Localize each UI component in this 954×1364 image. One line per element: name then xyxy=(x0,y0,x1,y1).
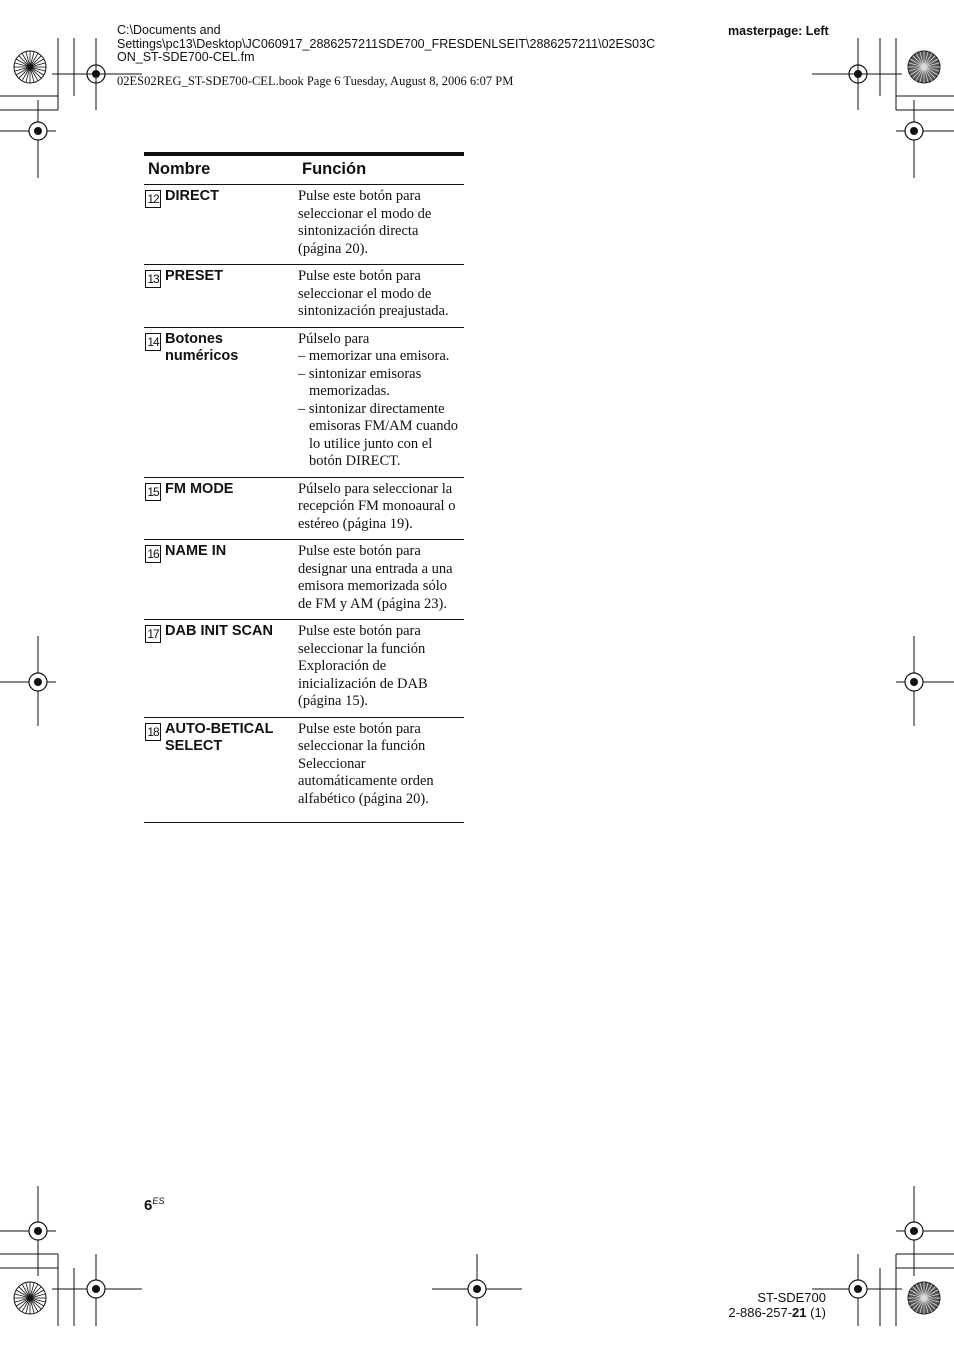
part-code-suffix: (1) xyxy=(806,1305,826,1320)
button-name: PRESET xyxy=(165,268,224,284)
function-list-item: – memorizar una emisora. xyxy=(298,348,464,366)
function-description: Pulse este botón para designar una entrada a una emisora memorizada sólo de FM y AM (página 23). xyxy=(298,540,464,620)
table-header-row xyxy=(144,154,464,185)
book-info-line: 02ES02REG_ST-SDE700-CEL.book Page 6 Tuesday, August 8, 2006 6:07 PM xyxy=(117,74,514,88)
table-row xyxy=(144,620,464,718)
masterpage-label: masterpage: Left xyxy=(728,24,829,38)
model-name: ST-SDE700 xyxy=(757,1290,826,1305)
table-row xyxy=(144,265,464,328)
item-number-badge: 12 xyxy=(145,190,161,208)
file-path-line: ON_ST-SDE700-CEL.fm xyxy=(117,50,255,64)
button-name: DAB INIT SCAN xyxy=(165,623,273,639)
function-list xyxy=(298,348,464,471)
function-description: Pulse este botón para seleccionar la función Exploración de inicialización de DAB (página 15). xyxy=(298,620,464,718)
file-path xyxy=(117,24,655,65)
item-number-badge: 15 xyxy=(145,483,161,501)
part-code-bold: 21 xyxy=(792,1305,807,1320)
table-row xyxy=(144,477,464,540)
file-path-line: C:\Documents and xyxy=(117,23,221,37)
page-language-suffix: ES xyxy=(152,1196,165,1206)
function-description xyxy=(298,327,464,477)
function-list-item: – sintonizar directamente emisoras FM/AM cuando lo utilice junto con el botón DIRECT. xyxy=(298,401,464,471)
model-info xyxy=(728,1290,826,1320)
item-number-badge: 14 xyxy=(145,333,161,351)
part-code xyxy=(728,1305,826,1320)
button-name: NAME IN xyxy=(165,543,227,559)
table-row xyxy=(144,185,464,265)
item-number-badge: 16 xyxy=(145,545,161,563)
item-number-badge: 18 xyxy=(145,723,161,741)
function-description: Pulse este botón para seleccionar el modo de sintonización directa (página 20). xyxy=(298,185,464,265)
function-description: Púlselo para seleccionar la recepción FM monoaural o estéreo (página 19). xyxy=(298,477,464,540)
table-row xyxy=(144,540,464,620)
button-name: Botones numéricos xyxy=(165,330,239,364)
function-intro: Púlselo para xyxy=(298,330,370,347)
function-description: Pulse este botón para seleccionar el modo de sintonización preajustada. xyxy=(298,265,464,328)
button-name: AUTO-BETICAL SELECT xyxy=(165,720,274,754)
page-number xyxy=(144,1196,164,1214)
item-number-badge: 17 xyxy=(145,625,161,643)
function-description: Pulse este botón para seleccionar la función Seleccionar automáticamente orden alfabético (página 20). xyxy=(298,720,434,807)
function-table xyxy=(144,152,464,823)
table-row xyxy=(144,717,464,823)
part-code-prefix: 2-886-257- xyxy=(728,1305,793,1320)
page-number-value: 6 xyxy=(144,1197,153,1214)
button-name: DIRECT xyxy=(165,188,219,204)
function-list-item: – sintonizar emisoras memorizadas. xyxy=(298,366,464,401)
file-path-line: Settings\pc13\Desktop\JC060917_2886257211SDE700_FRESDENLSEIT\2886257211\02ES03C xyxy=(117,36,656,51)
column-header-funcion: Función xyxy=(298,154,464,185)
item-number-badge: 13 xyxy=(145,270,161,288)
button-name: FM MODE xyxy=(165,480,234,497)
table-row xyxy=(144,327,464,477)
column-header-nombre: Nombre xyxy=(144,154,298,185)
